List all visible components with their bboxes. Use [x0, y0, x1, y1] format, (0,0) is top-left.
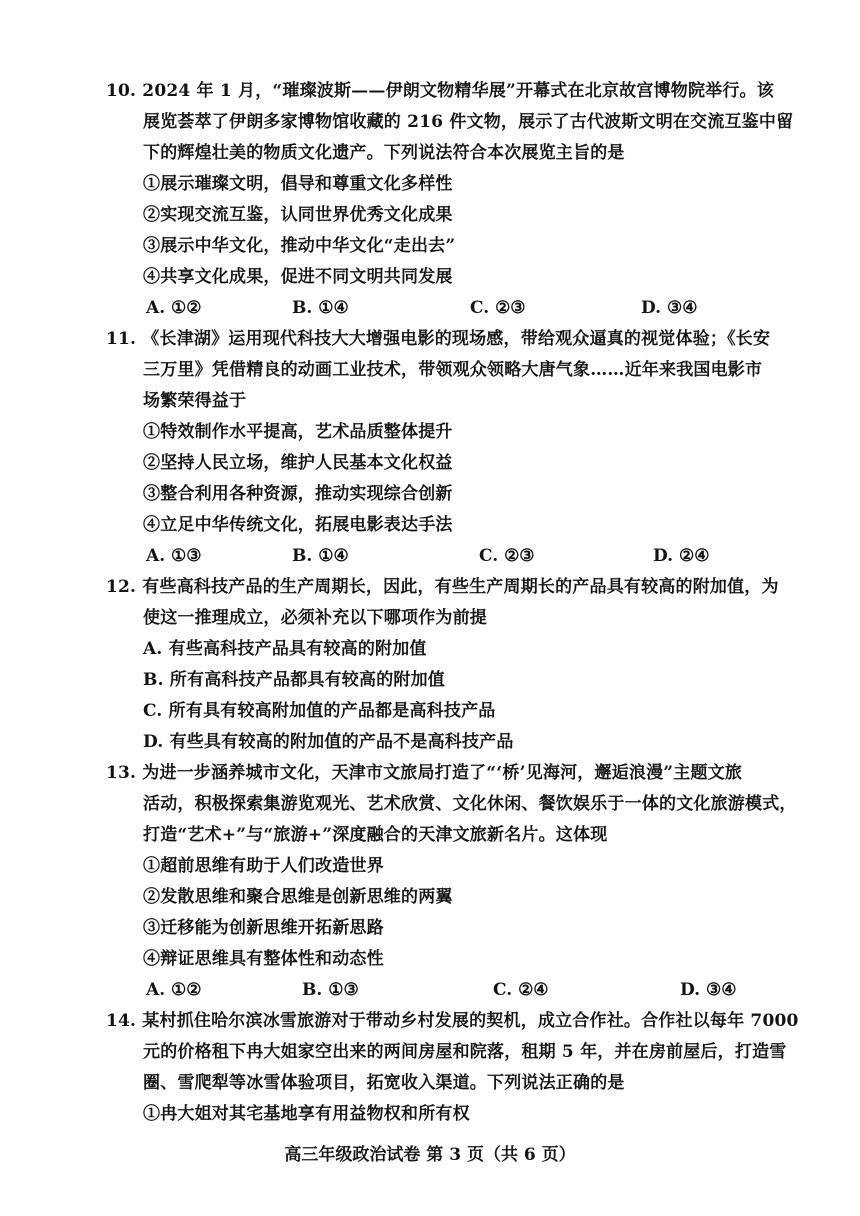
- statement-item: ③整合利用各种资源，推动实现综合创新: [143, 484, 453, 504]
- question-stem-line: 10. 2024 年 1 月，“璀璨波斯——伊朗文物精华展”开幕式在北京故宫博物院举行。该: [106, 81, 774, 101]
- question-stem-line: 圈、雪爬犁等冰雪体验项目，拓宽收入渠道。下列说法正确的是: [143, 1073, 625, 1093]
- statement-item: ③展示中华文化，推动中华文化“走出去”: [143, 236, 456, 256]
- statement-item: ②实现交流互鉴，认同世界优秀文化成果: [143, 205, 453, 225]
- option-a: A. ①②: [146, 980, 202, 1000]
- option-b: B. ①④: [292, 298, 349, 318]
- question-stem-line: 打造“艺术+”与“旅游+”深度融合的天津文旅新名片。这体现: [143, 825, 608, 845]
- question-stem-line: 活动，积极探索集游览观光、艺术欣赏、文化休闲、餐饮娱乐于一体的文化旅游模式，: [143, 794, 797, 814]
- question-stem-line: 元的价格租下冉大姐家空出来的两间房屋和院落，租期 5 年，并在房前屋后，打造雪: [143, 1042, 787, 1062]
- option-d: D. ③④: [641, 298, 698, 318]
- option-c: C. ②③: [479, 546, 535, 566]
- question-stem-line: 12. 有些高科技产品的生产周期长，因此，有些生产周期长的产品具有较高的附加值，为: [106, 577, 779, 597]
- question-stem-line: 13. 为进一步涵养城市文化，天津市文旅局打造了“‘桥’见海河，邂逅浪漫”主题文旅: [106, 763, 743, 783]
- question-stem-line: 使这一推理成立，必须补充以下哪项作为前提: [143, 608, 487, 628]
- statement-item: ①特效制作水平提高，艺术品质整体提升: [143, 422, 453, 442]
- option-d: D. ②④: [653, 546, 710, 566]
- statement-item: ②发散思维和聚合思维是创新思维的两翼: [143, 887, 453, 907]
- statement-item: ①超前思维有助于人们改造世界: [143, 856, 384, 876]
- statement-item: ①展示璀璨文明，倡导和尊重文化多样性: [143, 174, 453, 194]
- option-b: B. ①④: [292, 546, 349, 566]
- question-stem-line: 11. 《长津湖》运用现代科技大大增强电影的现场感，带给观众逼真的视觉体验；《长安: [106, 329, 771, 349]
- statement-item: ③迁移能为创新思维开拓新思路: [143, 918, 384, 938]
- option-d: D. ③④: [680, 980, 737, 1000]
- question-stem-line: 展览荟萃了伊朗多家博物馆收藏的 216 件文物，展示了古代波斯文明在交流互鉴中留: [143, 112, 794, 132]
- statement-item: ①冉大姐对其宅基地享有用益物权和所有权: [143, 1104, 470, 1124]
- question-stem-line: 场繁荣得益于: [143, 391, 247, 411]
- statement-item: ④共享文化成果，促进不同文明共同发展: [143, 267, 453, 287]
- question-stem-line: 14. 某村抓住哈尔滨冰雪旅游对于带动乡村发展的契机，成立合作社。合作社以每年 7000: [106, 1011, 799, 1031]
- question-stem-line: 下的辉煌壮美的物质文化遗产。下列说法符合本次展览主旨的是: [143, 143, 625, 163]
- statement-item: ④辩证思维具有整体性和动态性: [143, 949, 384, 969]
- question-stem-line: 三万里》凭借精良的动画工业技术，带领观众领略大唐气象……近年来我国电影市: [143, 360, 763, 380]
- option-c: C. ②④: [493, 980, 549, 1000]
- option-c: C. 所有具有较高附加值的产品都是高科技产品: [143, 701, 496, 721]
- option-c: C. ②③: [470, 298, 526, 318]
- option-d: D. 有些具有较高的附加值的产品不是高科技产品: [143, 732, 514, 752]
- option-a: A. ①③: [146, 546, 202, 566]
- statement-item: ②坚持人民立场，维护人民基本文化权益: [143, 453, 453, 473]
- statement-item: ④立足中华传统文化，拓展电影表达手法: [143, 515, 453, 535]
- option-a: A. ①②: [146, 298, 202, 318]
- option-b: B. 所有高科技产品都具有较高的附加值: [143, 670, 446, 690]
- option-a: A. 有些高科技产品具有较高的附加值: [143, 639, 427, 659]
- option-b: B. ①③: [302, 980, 359, 1000]
- page-footer: 高三年级政治试卷 第 3 页（共 6 页）: [284, 1145, 576, 1165]
